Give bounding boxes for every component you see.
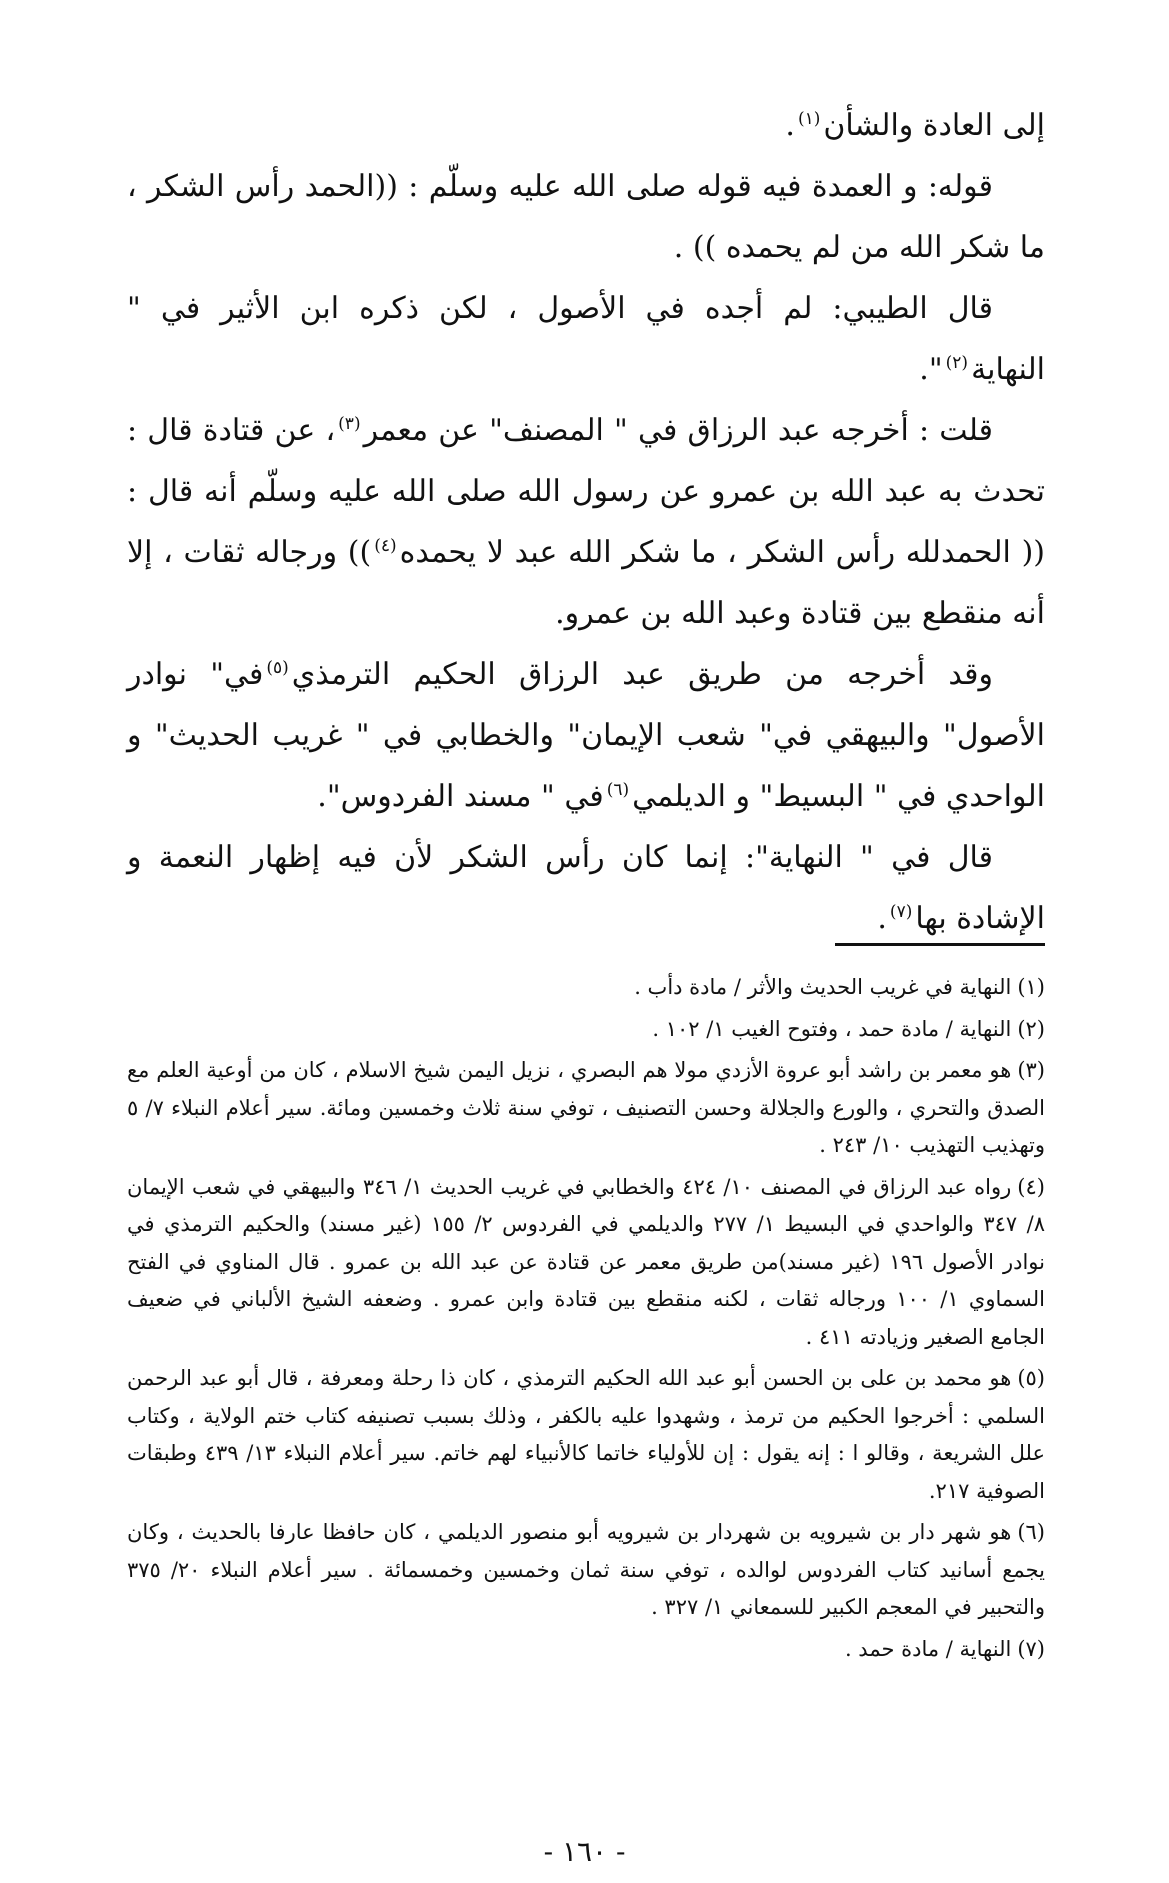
footnote-5 bbox=[127, 1360, 1045, 1510]
paragraph-4 bbox=[127, 400, 1045, 644]
main-text bbox=[127, 95, 1045, 949]
footnote-text: رواه عبد الرزاق في المصنف ١٠/ ٤٢٤ والخطابي في غريب الحديث ١/ ٣٤٦ والبيهقي في شعب الإيمان ٨/ ٣٤٧ والواحدي في البسيط ١/ ٢٧٧ والديلمي في الفردوس ٢/ ١٥٥ (غير مسند) والحكيم الترمذي في نوادر الأصول ١٩٦ (غير مسند)من طريق معمر عن قتادة عن عبد الله بن عمرو . قال المناوي في الفتح السماوي ١/ ١٠٠ ورجاله ثقات ، لكنه منقطع بين قتادة وابن عمرو . وضعفه الشيخ الألباني في ضعيف الجامع الصغير وزيادته ٤١١ . bbox=[127, 1174, 1046, 1349]
paragraph-text: قال في " النهاية": إنما كان رأس الشكر لأن فيه إظهار النعمة و الإشادة بها bbox=[127, 840, 1045, 936]
paragraph-text: ، عن قتادة قال : تحدث به عبد الله بن عمرو عن رسول الله صلى الله عليه وسلّم أنه قال : (( الحمدلله رأس الشكر ، ما شكر الله عبد لا يحمده bbox=[127, 413, 1045, 570]
footnote-3 bbox=[127, 1052, 1045, 1165]
paragraph-6 bbox=[127, 827, 1045, 949]
paragraph-1 bbox=[127, 95, 1045, 156]
footnote-text: هو محمد بن على بن الحسن أبو عبد الله الحكيم الترمذي ، كان ذا رحلة ومعرفة ، قال أبو عبد الرحمن السلمي : أخرجوا الحكيم من ترمذ ، وشهدوا عليه بالكفر ، وذلك بسبب تصنيفه كتاب ختم الولاية ، وكتاب علل الشريعة ، وقالو ا : إنه يقول : إن للأولياء خاتما كالأنبياء لهم خاتم. سير أعلام النبلاء ١٣/ ٤٣٩ وطبقات الصوفية ٢١٧. bbox=[127, 1366, 1045, 1503]
footnote-number: (٥) bbox=[1017, 1366, 1045, 1390]
footnote-number: (٦) bbox=[1017, 1520, 1045, 1544]
paragraph-text: قال الطيبي: لم أجده في الأصول ، لكن ذكره ابن الأثير في " النهاية bbox=[127, 291, 1045, 387]
footnote-text: هو معمر بن راشد أبو عروة الأزدي مولا هم البصري ، نزيل اليمن شيخ الاسلام ، كان من أوعية العلم مع الصدق والتحري ، والورع والجلالة وحسن التصنيف ، توفي سنة ثلاث وخمسين ومائة. سير أعلام النبلاء ٧/ ٥ وتهذيب التهذيب ١٠/ ٢٤٣ . bbox=[127, 1058, 1045, 1157]
footnote-text: النهاية / مادة حمد . bbox=[844, 1636, 1012, 1661]
footnote-ref: (١) bbox=[797, 109, 821, 129]
page-number: - ١٦٠ - bbox=[543, 1835, 626, 1868]
footnote-number: (٢) bbox=[1017, 1016, 1045, 1041]
paragraph-text: قلت : أخرجه عبد الرزاق في " المصنف" عن معمر bbox=[363, 413, 994, 448]
footnote-text: النهاية / مادة حمد ، وفتوح الغيب ١/ ١٠٢ . bbox=[652, 1016, 1012, 1041]
footnote-1 bbox=[127, 969, 1045, 1007]
paragraph-2 bbox=[127, 156, 1045, 278]
paragraph-text: إلى العادة والشأن bbox=[823, 108, 1045, 143]
footnote-6 bbox=[127, 1514, 1045, 1627]
footnote-number: (٧) bbox=[1017, 1636, 1045, 1661]
footnote-text: النهاية في غريب الحديث والأثر / مادة دأب . bbox=[634, 975, 1012, 999]
footnote-separator bbox=[835, 943, 1045, 946]
footnote-text: هو شهر دار بن شيرويه بن شهردار بن شيرويه أبو منصور الديلمي ، كان حافظا عارفا بالحديث ، وكان يجمع أسانيد كتاب الفردوس لوالده ، توفي سنة ثمان وخمسين وخمسمائة . سير أعلام النبلاء ٢٠/ ٣٧٥ والتحبير في المعجم الكبير للسمعاني ١/ ٣٢٧ . bbox=[127, 1520, 1045, 1619]
footnote-7 bbox=[127, 1631, 1045, 1669]
paragraph-tail: . bbox=[877, 901, 887, 936]
paragraph-text: في " مسند الفردوس". bbox=[317, 779, 604, 814]
footnote-ref: (٣) bbox=[338, 414, 361, 434]
paragraph-5 bbox=[127, 644, 1045, 827]
footnote-ref: (٢) bbox=[945, 353, 969, 373]
footnote-ref: (٦) bbox=[606, 780, 630, 800]
footnote-ref: (٤) bbox=[374, 536, 397, 556]
paragraph-tail: ". bbox=[919, 352, 943, 387]
footnote-number: (١) bbox=[1017, 975, 1045, 999]
paragraph-tail: . bbox=[785, 108, 795, 143]
page-content bbox=[127, 95, 1046, 1661]
footnote-number: (٣) bbox=[1017, 1058, 1045, 1082]
footnote-ref: (٥) bbox=[266, 658, 289, 678]
paragraph-3 bbox=[127, 278, 1045, 400]
paragraph-text: في" نوادر الأصول" والبيهقي في" شعب الإيمان" والخطابي في " غريب الحديث" و الواحدي في " البسيط" و الديلمي bbox=[127, 657, 1045, 814]
footnotes bbox=[127, 969, 1045, 1672]
footnote-ref: (٧) bbox=[889, 902, 913, 922]
footnote-4 bbox=[127, 1169, 1045, 1357]
footnote-number: (٤) bbox=[1017, 1174, 1045, 1199]
paragraph-text: قوله: و العمدة فيه قوله صلى الله عليه وسلّم : ((الحمد رأس الشكر ، ما شكر الله من لم يحمده )) . bbox=[127, 169, 1045, 265]
paragraph-text: )) ورجاله ثقات ، إلا أنه منقطع بين قتادة وعبد الله بن عمرو. bbox=[127, 535, 1045, 631]
paragraph-text: وقد أخرجه من طريق عبد الرزاق الحكيم الترمذي bbox=[291, 657, 993, 692]
footnote-2 bbox=[127, 1011, 1045, 1049]
